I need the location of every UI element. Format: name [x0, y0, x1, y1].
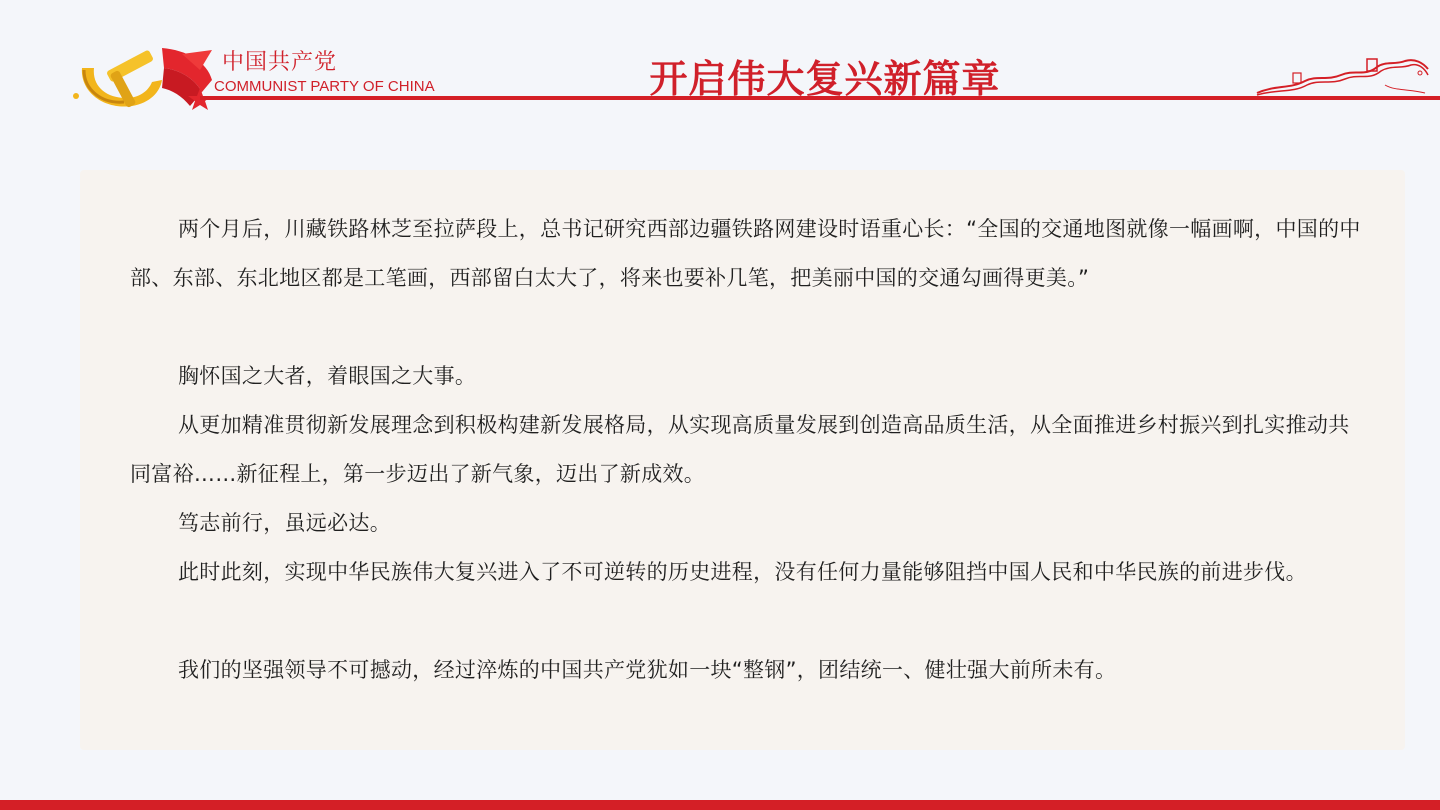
- brand-name-en: COMMUNIST PARTY OF CHINA: [214, 78, 435, 95]
- paragraph: 笃志前行，虽远必达。: [178, 511, 391, 535]
- paragraph: 胸怀国之大者，着眼国之大事。: [178, 364, 477, 388]
- great-wall-icon: [1255, 55, 1430, 97]
- paragraph: 此时此刻，实现中华民族伟大复兴进入了不可逆转的历史进程，没有任何力量能够阻挡中国人民和中华民族的前进步伐。: [178, 560, 1307, 584]
- hammer-sickle-flag-icon: [62, 40, 222, 120]
- page-title: 开启伟大复兴新篇章: [649, 57, 1001, 101]
- paragraph: 从更加精准贯彻新发展理念到积极构建新发展格局，从实现高质量发展到创造高品质生活，从全面推进乡村振兴到扎实推动共同富裕……新征程上，第一步迈出了新气象，迈出了新成效。: [130, 413, 1350, 486]
- brand-name-cn: 中国共产党: [222, 50, 338, 75]
- paragraph: 两个月后，川藏铁路林芝至拉萨段上，总书记研究西部边疆铁路网建设时语重心长：“全国的交通地图就像一幅画啊，中国的中部、东部、东北地区都是工笔画，西部留白太大了，将来也要补几笔，把美丽中国的交通勾画得更美。”: [130, 217, 1361, 290]
- footer-bar: [0, 800, 1440, 810]
- slide-header: [0, 0, 1440, 130]
- paragraph: 我们的坚强领导不可撼动，经过淬炼的中国共产党犹如一块“整钢”，团结统一、健壮强大前所未有。: [178, 658, 1117, 682]
